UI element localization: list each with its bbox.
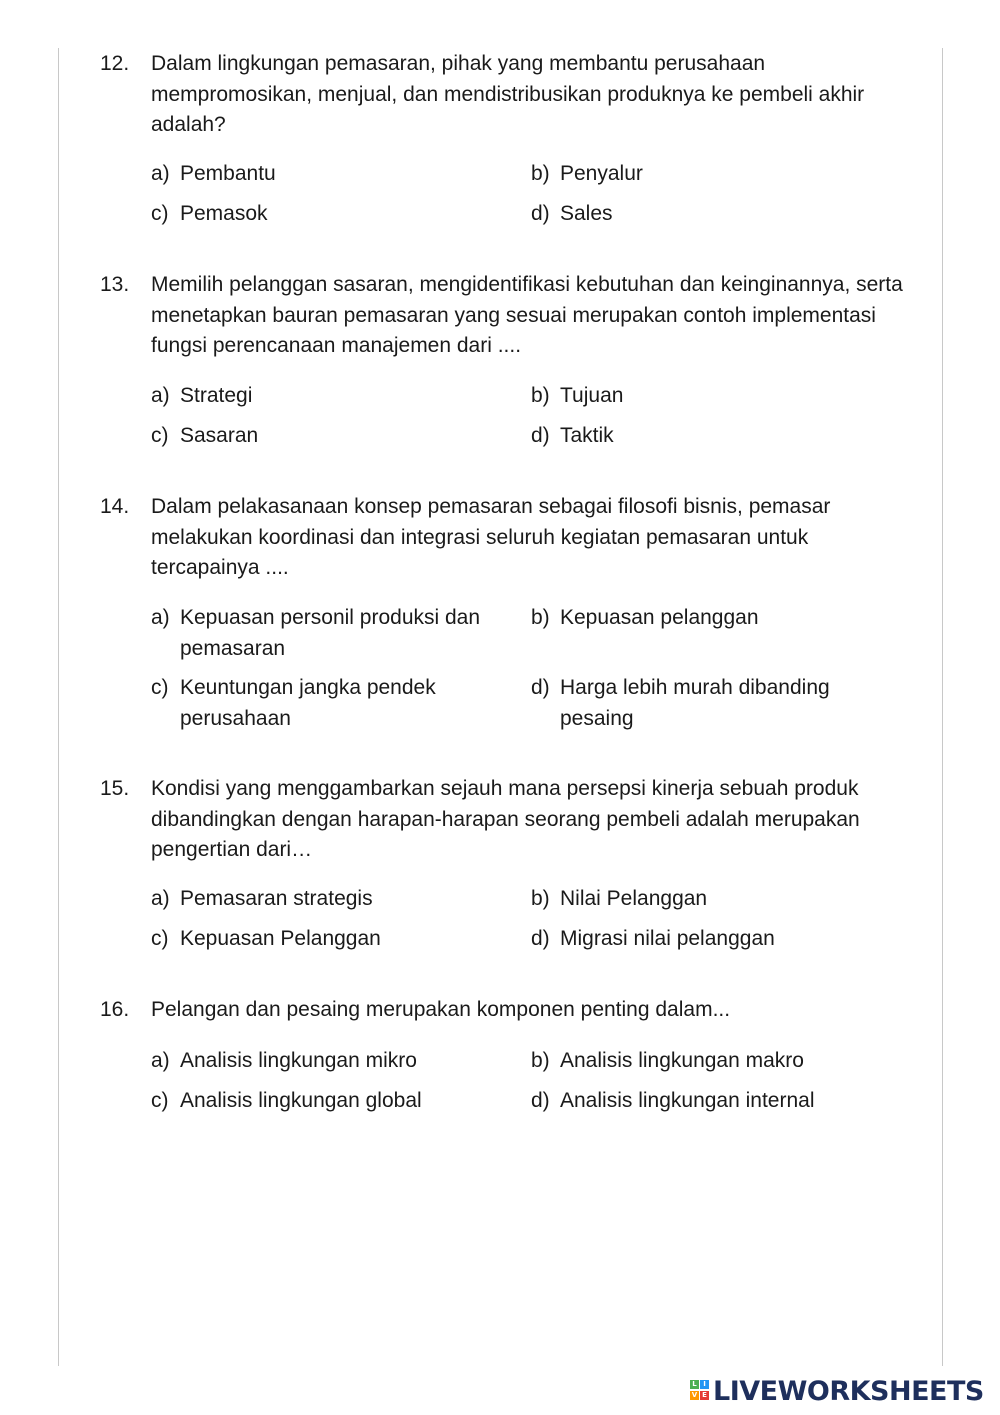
option-letter: b) [531,162,550,185]
option-12-b[interactable] [531,159,891,190]
option-text: Analisis lingkungan makro [560,1049,804,1072]
option-letter: d) [531,202,550,225]
option-text: Sales [560,202,613,225]
liveworksheets-logo-icon [690,1376,710,1406]
option-16-a[interactable] [151,1046,511,1077]
option-15-c[interactable] [151,924,511,955]
option-letter: d) [531,424,550,447]
option-text: Pemasaran strategis [180,887,373,910]
option-letter: a) [151,606,170,629]
logo-mark-square: L [690,1380,699,1389]
page-border-left [58,48,59,1366]
logo-mark-square: V [691,1391,698,1399]
option-letter: b) [531,1049,550,1072]
question-number: 16. [100,998,130,1021]
option-text: Analisis lingkungan mikro [180,1049,417,1072]
option-letter: c) [151,927,169,950]
question-text: Dalam pelakasanaan konsep pemasaran sebagai filosofi bisnis, pemasar melakukan koordinasi dan integrasi seluruh kegiatan pemasaran untuk tercapainya .... [151,495,831,579]
question-number: 12. [100,52,130,75]
option-13-c[interactable] [151,421,511,452]
option-14-d[interactable] [531,673,861,734]
option-text: Kepuasan pelanggan [560,606,759,629]
question-number: 15. [100,777,130,800]
option-letter: d) [531,676,550,699]
option-text: Strategi [180,384,253,407]
option-letter: c) [151,1089,169,1112]
option-text: Keuntungan jangka pendek perusahaan [180,676,436,730]
option-text: Taktik [560,424,614,447]
option-text: Pemasok [180,202,268,225]
option-text: Harga lebih murah dibanding pesaing [560,676,830,730]
option-16-c[interactable] [151,1086,511,1117]
question-number: 13. [100,273,130,296]
option-15-d[interactable] [531,924,891,955]
option-13-a[interactable] [151,381,511,412]
option-letter: b) [531,384,550,407]
option-text: Analisis lingkungan global [180,1089,422,1112]
liveworksheets-logo-text: LIVEWORKSHEETS [713,1375,984,1407]
option-text: Kepuasan Pelanggan [180,927,381,950]
option-text: Nilai Pelanggan [560,887,708,910]
option-text: Migrasi nilai pelanggan [560,927,775,950]
question-text: Pelangan dan pesaing merupakan komponen penting dalam... [151,998,731,1021]
logo-mark-square: E [700,1391,709,1400]
option-letter: b) [531,606,550,629]
option-letter: d) [531,927,550,950]
option-13-b[interactable] [531,381,891,412]
option-12-d[interactable] [531,199,891,230]
question-text: Kondisi yang menggambarkan sejauh mana persepsi kinerja sebuah produk dibandingkan dengan harapan-harapan seorang pembeli adalah merupakan pengertian dari… [151,777,860,861]
option-letter: b) [531,887,550,910]
option-16-b[interactable] [531,1046,891,1077]
option-text: Penyalur [560,162,643,185]
option-letter: c) [151,676,169,699]
option-16-d[interactable] [531,1086,891,1117]
option-text: Pembantu [180,162,276,185]
question-number: 14. [100,495,130,518]
option-12-c[interactable] [151,199,511,230]
option-letter: a) [151,162,170,185]
option-15-b[interactable] [531,884,891,915]
option-letter: a) [151,384,170,407]
option-14-c[interactable] [151,673,481,734]
option-text: Tujuan [560,384,624,407]
question-text: Memilih pelanggan sasaran, mengidentifikasi kebutuhan dan keinginannya, serta menetapkan bauran pemasaran yang sesuai merupakan contoh implementasi fungsi perencanaan manajemen dari .... [151,273,903,357]
option-text: Kepuasan personil produksi dan pemasaran [180,606,481,660]
option-letter: a) [151,1049,170,1072]
logo-mark-square: I [700,1380,709,1389]
option-letter: a) [151,887,170,910]
option-letter: c) [151,202,169,225]
option-letter: c) [151,424,169,447]
option-14-a[interactable] [151,603,501,664]
option-12-a[interactable] [151,159,511,190]
page-border-right [942,48,943,1366]
option-text: Sasaran [180,424,259,447]
option-text: Analisis lingkungan internal [560,1089,815,1112]
question-text: Dalam lingkungan pemasaran, pihak yang membantu perusahaan mempromosikan, menjual, dan mendistribusikan produknya ke pembeli akhir adalah? [151,52,865,136]
option-15-a[interactable] [151,884,511,915]
option-letter: d) [531,1089,550,1112]
liveworksheets-logo[interactable] [690,1373,984,1409]
option-14-b[interactable] [531,603,891,634]
option-13-d[interactable] [531,421,891,452]
